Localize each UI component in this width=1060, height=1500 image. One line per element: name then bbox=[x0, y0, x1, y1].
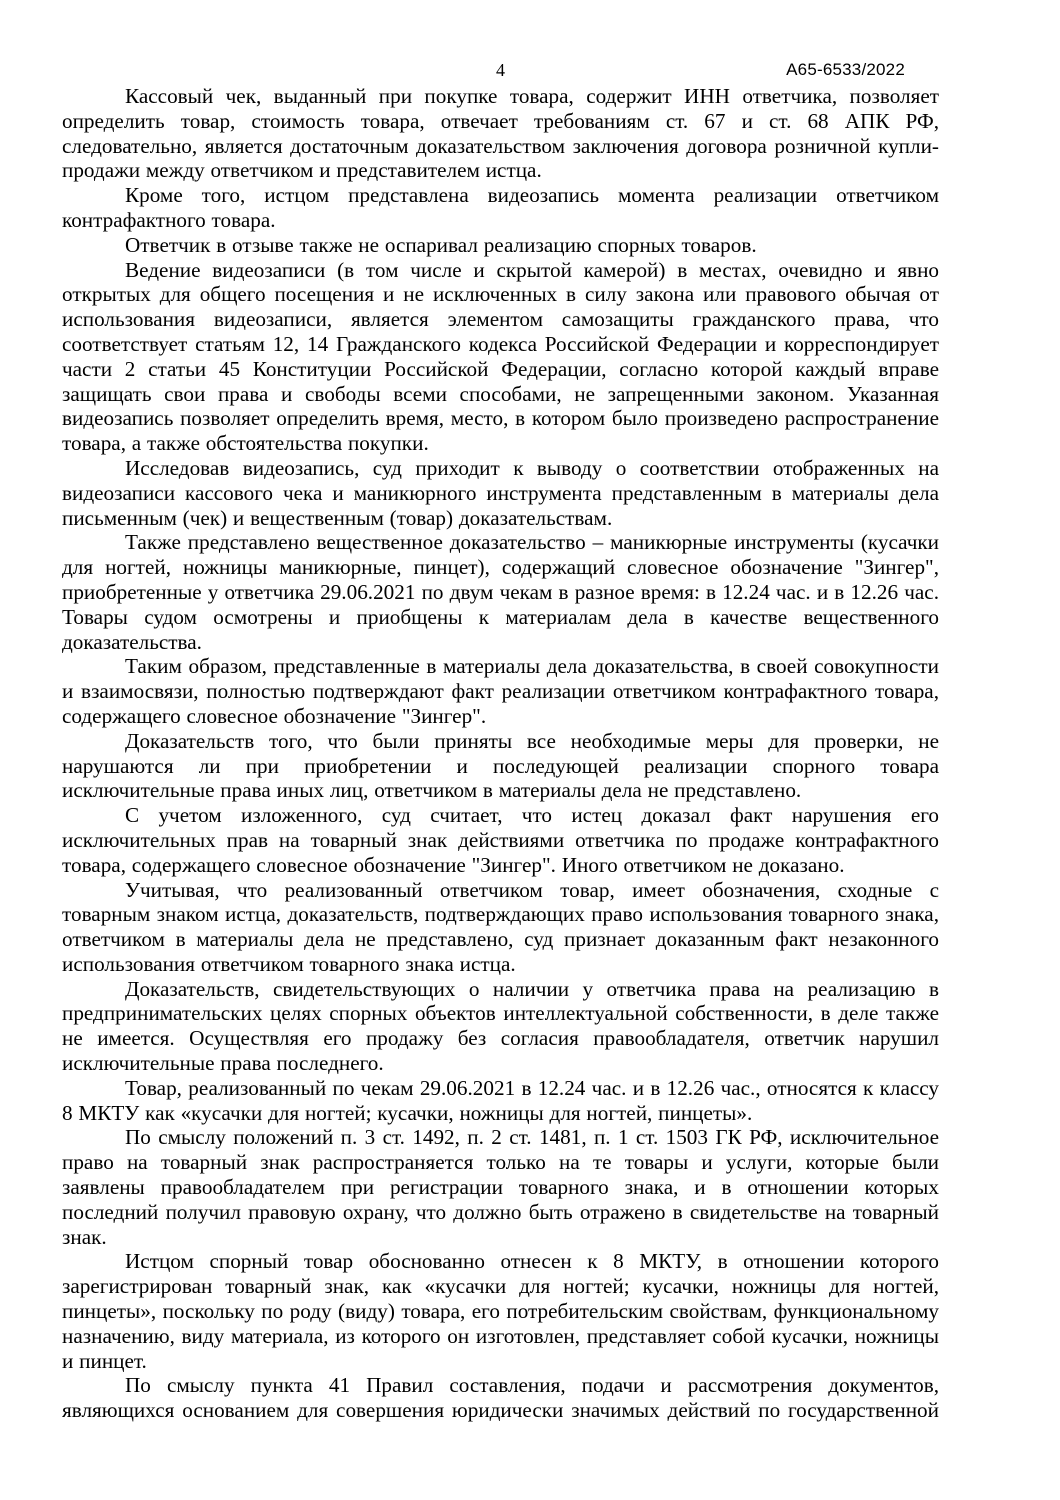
paragraph: Ведение видеозаписи (в том числе и скрытой камерой) в местах, очевидно и явно открытых для общего посещения и не исключенных в силу закона или правового обычая от использования видеозаписи, является элементом самозащиты гражданского права, что соответствует статьям 12, 14 Гражданского кодекса Российской Федерации и корреспондирует части 2 статьи 45 Конституции Российской Федерации, согласно которой каждый вправе защищать свои права и свободы всеми способами, не запрещенными законом. Указанная видеозапись позволяет определить время, место, в котором было произведено распространение товара, а также обстоятельства покупки. bbox=[62, 257, 939, 456]
paragraph: Товар, реализованный по чекам 29.06.2021 в 12.24 час. и в 12.26 час., относятся к классу 8 МКТУ как «кусачки для ногтей; кусачки, ножницы для ногтей, пинцеты». bbox=[62, 1075, 939, 1125]
paragraph: Кассовый чек, выданный при покупке товара, содержит ИНН ответчика, позволяет определить товар, стоимость товара, отвечает требованиям ст. 67 и ст. 68 АПК РФ, следовательно, является достаточным доказательством заключения договора розничной купли-продажи между ответчиком и представителем истца. bbox=[62, 84, 939, 183]
paragraph: По смыслу положений п. 3 ст. 1492, п. 2 ст. 1481, п. 1 ст. 1503 ГК РФ, исключительное право на товарный знак распространяется только на те товары и услуги, которые были заявлены правообладателем при регистрации товарного знака, и в отношении которых последний получил правовую охрану, что должно быть отражено в свидетельстве на товарный знак. bbox=[62, 1125, 939, 1249]
paragraph: Также представлено вещественное доказательство – маникюрные инструменты (кусачки для ногтей, ножницы маникюрные, пинцет), содержащий словесное обозначение "Зингер", приобретенные у ответчика 29.06.2021 по двум чекам в разное время: в 12.24 час. и в 12.26 час. Товары судом осмотрены и приобщены к материалам дела в качестве вещественного доказательства. bbox=[62, 530, 939, 654]
paragraph: Доказательств, свидетельствующих о наличии у ответчика права на реализацию в предпринимательских целях спорных объектов интеллектуальной собственности, в деле также не имеется. Осуществляя его продажу без согласия правообладателя, ответчик нарушил исключительные права последнего. bbox=[62, 976, 939, 1076]
paragraph: Исследовав видеозапись, суд приходит к выводу о соответствии отображенных на видеозаписи кассового чека и маникюрного инструмента представленным в материалы дела письменным (чек) и вещественным (товар) доказательствам. bbox=[62, 455, 939, 530]
paragraph: Учитывая, что реализованный ответчиком товар, имеет обозначения, сходные с товарным знаком истца, доказательств, подтверждающих право использования товарного знака, ответчиком в материалы дела не представлено, суд признает доказанным факт незаконного использования ответчиком товарного знака истца. bbox=[62, 877, 939, 976]
paragraph: Кроме того, истцом представлена видеозапись момента реализации ответчиком контрафактного товара. bbox=[62, 183, 939, 232]
case-number: А65-6533/2022 bbox=[786, 60, 905, 79]
paragraph: Доказательств того, что были приняты все необходимые меры для проверки, не нарушаются ли при приобретении и последующей реализации спорного товара исключительные права иных лиц, ответчиком в материалы дела не представлено. bbox=[62, 728, 939, 803]
paragraph: Таким образом, представленные в материалы дела доказательства, в своей совокупности и взаимосвязи, полностью подтверждают факт реализации ответчиком контрафактного товара, содержащего словесное обозначение "Зингер". bbox=[62, 654, 939, 728]
paragraph: С учетом изложенного, суд считает, что истец доказал факт нарушения его исключительных прав на товарный знак действиями ответчика по продаже контрафактного товара, содержащего словесное обозначение "Зингер". Иного ответчиком не доказано. bbox=[62, 803, 939, 877]
paragraph: По смыслу пункта 41 Правил составления, подачи и рассмотрения документов, являющихся основанием для совершения юридически значимых действий по государственной bbox=[62, 1373, 939, 1423]
document-body bbox=[62, 84, 939, 1423]
page-header bbox=[62, 60, 939, 82]
paragraph: Ответчик в отзыве также не оспаривал реализацию спорных товаров. bbox=[125, 232, 757, 257]
page-number: 4 bbox=[496, 60, 505, 80]
paragraph: Истцом спорный товар обоснованно отнесен к 8 МКТУ, в отношении которого зарегистрирован товарный знак, как «кусачки для ногтей; кусачки, ножницы для ногтей, пинцеты», поскольку по роду (виду) товара, его потребительским свойствам, функциональному назначению, виду материала, из которого он изготовлен, представляет собой кусачки, ножницы и пинцет. bbox=[62, 1249, 939, 1373]
